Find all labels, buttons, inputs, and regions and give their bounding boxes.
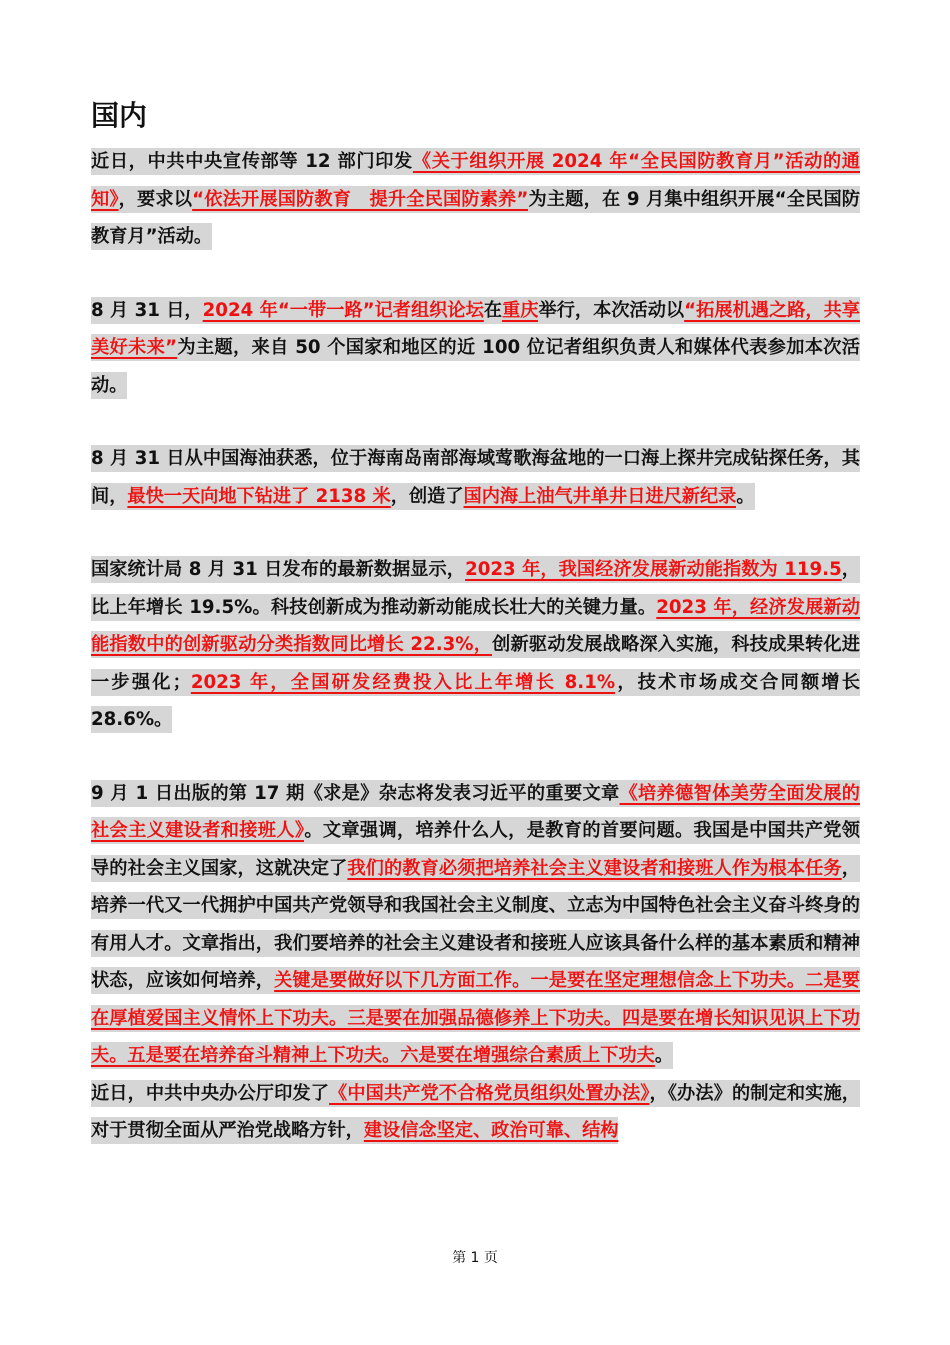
highlighted-segment: 关键是要做好以下几方面工作。一是要在坚定理想信念上下功夫。二是要在厚植爱国主义情怀上下功夫。三是要在加强品德修养上下功夫。四是要在增长知识见识上下功夫。五是要在培养奋斗精神上下功夫。六是要在增强综合素质上下功夫 [91, 967, 860, 1069]
highlighted-segment: 《培养德智体美劳全面发展的社会主义建设者和接班人》 [91, 780, 860, 845]
news-paragraph [91, 1075, 860, 1150]
news-paragraph [91, 551, 860, 739]
highlighted-segment: 我们的教育必须把培养社会主义建设者和接班人作为根本任务 [347, 855, 841, 882]
text-segment: ，比上年增长 19.5%。科技创新成为推动新动能成长壮大的关键力量。 [91, 556, 860, 621]
text-segment: ，要求以 [119, 186, 192, 213]
highlighted-segment: 2023 年，全国研发经费投入比上年增长 8.1% [191, 669, 615, 696]
text-segment: ，技术市场成交合同额增长 28.6%。 [91, 669, 860, 734]
text-segment: 。文章强调，培养什么人，是教育的首要问题。我国是中国共产党领导的社会主义国家，这就决定了 [91, 817, 860, 882]
highlighted-segment: 《关于组织开展 2024 年“全民国防教育月”活动的通知》 [91, 148, 860, 213]
highlighted-segment: 国内海上油气井单井日进尺新纪录 [464, 483, 737, 510]
news-paragraph [91, 775, 860, 1075]
text-segment: 。 [655, 1042, 673, 1069]
highlighted-segment: 2023 年，我国经济发展新动能指数为 119.5 [465, 556, 842, 583]
news-paragraph [91, 143, 860, 256]
highlighted-segment: “依法开展国防教育 提升全民国防素养” [192, 186, 528, 213]
text-segment: 国家统计局 8 月 31 日发布的最新数据显示， [91, 556, 465, 583]
text-segment: 为主题，在 9 月集中组织开展“全民国防教育月”活动。 [91, 186, 860, 251]
highlighted-segment: 重庆 [502, 297, 538, 324]
text-segment: 为主题，来自 50 个国家和地区的近 100 位记者组织负责人和媒体代表参加本次活动。 [91, 334, 860, 399]
text-segment: 9 月 1 日出版的第 17 期《求是》杂志将发表习近平的重要文章 [91, 780, 620, 807]
news-paragraph [91, 440, 860, 515]
text-segment: 近日，中共中央宣传部等 12 部门印发 [91, 148, 413, 175]
text-segment: 举行，本次活动以 [538, 297, 684, 324]
page-number: 第 1 页 [452, 1250, 498, 1266]
highlighted-segment: 2023 年，经济发展新动能指数中的创新驱动分类指数同比增长 22.3%， [91, 594, 860, 659]
highlighted-segment: 2024 年“一带一路”记者组织论坛 [203, 297, 484, 324]
text-segment: 近日，中共中央办公厅印发了 [91, 1080, 329, 1107]
highlighted-segment: “拓展机遇之路，共享美好未来” [91, 297, 860, 362]
text-segment: 在 [484, 297, 502, 324]
highlighted-segment: 最快一天向地下钻进了 2138 米 [127, 483, 390, 510]
text-segment: ，培养一代又一代拥护中国共产党领导和我国社会主义制度、立志为中国特色社会主义奋斗终身的有用人才。文章指出，我们要培养的社会主义建设者和接班人应该具备什么样的基本素质和精神状态，应该如何培养， [91, 855, 860, 995]
news-content [91, 143, 860, 1150]
highlighted-segment: 《中国共产党不合格党员组织处置办法》 [329, 1080, 649, 1107]
text-segment: 。 [736, 483, 754, 510]
text-segment: 8 月 31 日， [91, 297, 203, 324]
text-segment: 创新驱动发展战略深入实施，科技成果转化进一步强化； [91, 631, 860, 696]
section-heading: 国内 [91, 99, 148, 132]
highlighted-segment: 建设信念坚定、政治可靠、结构 [364, 1117, 619, 1144]
news-paragraph [91, 292, 860, 405]
text-segment: ，《办法》的制定和实施，对于贯彻全面从严治党战略方针， [91, 1080, 860, 1145]
text-segment: ，创造了 [391, 483, 464, 510]
text-segment: 8 月 31 日从中国海油获悉，位于海南岛南部海域莺歌海盆地的一口海上探井完成钻探任务，其间， [91, 445, 860, 510]
